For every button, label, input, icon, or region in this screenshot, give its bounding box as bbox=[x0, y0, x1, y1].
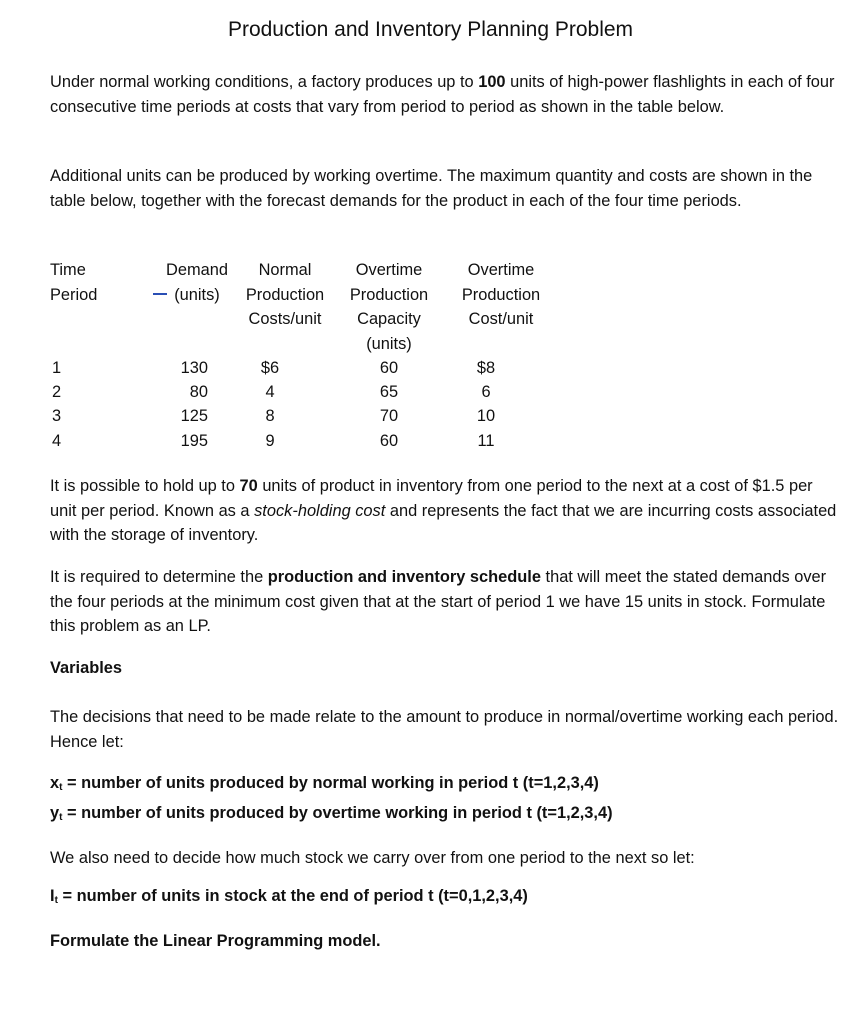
cell-period: 2 bbox=[52, 383, 62, 401]
header-line: (units) bbox=[174, 285, 220, 304]
inventory-paragraph bbox=[50, 474, 840, 548]
header-line: Time bbox=[50, 261, 86, 279]
requirement-paragraph bbox=[50, 565, 840, 639]
cell-demand: 130 bbox=[180, 359, 208, 377]
cell-normal-cost: 9 bbox=[265, 432, 275, 450]
variables-heading: Variables bbox=[50, 659, 122, 677]
inventory-italic-term: stock-holding cost bbox=[254, 501, 386, 520]
intro-paragraph-2: Additional units can be produced by working overtime. The maximum quantity and costs are shown in the table below, together with the forecast demands for the product in each of the four time periods. bbox=[50, 167, 813, 210]
x-def-text: = number of units produced by normal working in period t (t=1,2,3,4) bbox=[62, 774, 599, 792]
header-time-period bbox=[50, 258, 97, 307]
header-line: (units) bbox=[366, 334, 412, 353]
header-line: Normal bbox=[258, 261, 312, 279]
cell-ot-cost: 10 bbox=[476, 407, 496, 425]
cell-ot-cost: $8 bbox=[476, 359, 496, 377]
cell-demand: 125 bbox=[180, 407, 208, 425]
y-definition bbox=[50, 801, 613, 831]
header-line: Production bbox=[349, 285, 429, 304]
intro-text-cont: units of high-power flashlights in each of four consecutive time periods at costs that vary from period to period as shown in the table below. bbox=[50, 73, 835, 116]
i-def-text: = number of units in stock at the end of period t (t=0,1,2,3,4) bbox=[57, 887, 528, 905]
y-symbol: y bbox=[50, 803, 60, 822]
inventory-bold-limit: 70 bbox=[239, 477, 258, 495]
inventory-text: units of product in inventory from one period to the next at a cost of $1.5 per unit per period. Known as a bbox=[50, 477, 813, 520]
requirement-text: It is required to determine the bbox=[50, 568, 268, 586]
cell-demand: 195 bbox=[180, 432, 208, 450]
requirement-bold-term: production and inventory schedule bbox=[267, 568, 541, 586]
page-title: Production and Inventory Planning Problem bbox=[227, 18, 634, 41]
header-ot-capacity bbox=[341, 258, 437, 356]
i-definition bbox=[50, 887, 528, 906]
cell-normal-cost: 4 bbox=[265, 383, 275, 401]
y-subscript: t bbox=[59, 811, 63, 823]
y-def-text: = number of units produced by overtime working in period t (t=1,2,3,4) bbox=[62, 803, 613, 822]
cell-normal-cost: 8 bbox=[265, 407, 275, 425]
header-line: Overtime bbox=[355, 261, 423, 279]
intro-bold-capacity: 100 bbox=[478, 73, 506, 91]
cell-period: 4 bbox=[52, 432, 62, 450]
cell-ot-capacity: 65 bbox=[379, 383, 399, 401]
header-line: Costs/unit bbox=[248, 310, 322, 328]
cell-demand: 80 bbox=[189, 383, 208, 401]
cell-ot-capacity: 70 bbox=[379, 407, 399, 425]
cell-ot-cost: 11 bbox=[477, 432, 495, 450]
header-demand bbox=[160, 258, 234, 307]
variables-intro: The decisions that need to be made relate to the amount to produce in normal/overtime working each period. Hence let: bbox=[50, 708, 839, 751]
x-subscript: t bbox=[59, 782, 63, 793]
x-definition bbox=[50, 771, 613, 801]
underline-mark bbox=[153, 293, 167, 295]
cell-period: 3 bbox=[52, 407, 62, 425]
header-ot-cost bbox=[453, 258, 549, 332]
cell-normal-cost: $6 bbox=[260, 359, 280, 377]
i-subscript: t bbox=[54, 895, 58, 906]
data-table bbox=[0, 258, 861, 458]
cell-ot-capacity: 60 bbox=[379, 432, 399, 450]
header-line: Period bbox=[50, 285, 98, 304]
final-instruction: Formulate the Linear Programming model. bbox=[50, 932, 381, 950]
header-line: Cost/unit bbox=[468, 310, 534, 328]
header-normal-cost bbox=[238, 258, 332, 332]
requirement-text: that will meet the stated demands over the four periods at the minimum cost given that at the start of period 1 we have 15 units in stock. Formulate this problem as an LP. bbox=[50, 568, 827, 635]
header-line: Production bbox=[245, 285, 325, 304]
header-line: Production bbox=[461, 285, 541, 304]
x-symbol: x bbox=[50, 774, 60, 792]
header-line: Overtime bbox=[467, 261, 535, 279]
intro-text: Under normal working conditions, a factory produces up to bbox=[50, 73, 479, 91]
variable-definitions bbox=[50, 771, 613, 830]
header-line: Demand bbox=[166, 261, 228, 279]
cell-ot-cost: 6 bbox=[481, 383, 491, 401]
inventory-text: and represents the fact that we are incurring costs associated with the storage of inventory. bbox=[50, 501, 837, 544]
header-line: Capacity bbox=[357, 310, 421, 328]
stock-intro: We also need to decide how much stock we carry over from one period to the next so let: bbox=[50, 849, 695, 867]
intro-paragraph-1 bbox=[50, 70, 840, 119]
i-symbol: I bbox=[50, 887, 55, 905]
cell-period: 1 bbox=[52, 359, 62, 377]
cell-ot-capacity: 60 bbox=[379, 359, 399, 377]
inventory-text: It is possible to hold up to bbox=[50, 477, 240, 495]
